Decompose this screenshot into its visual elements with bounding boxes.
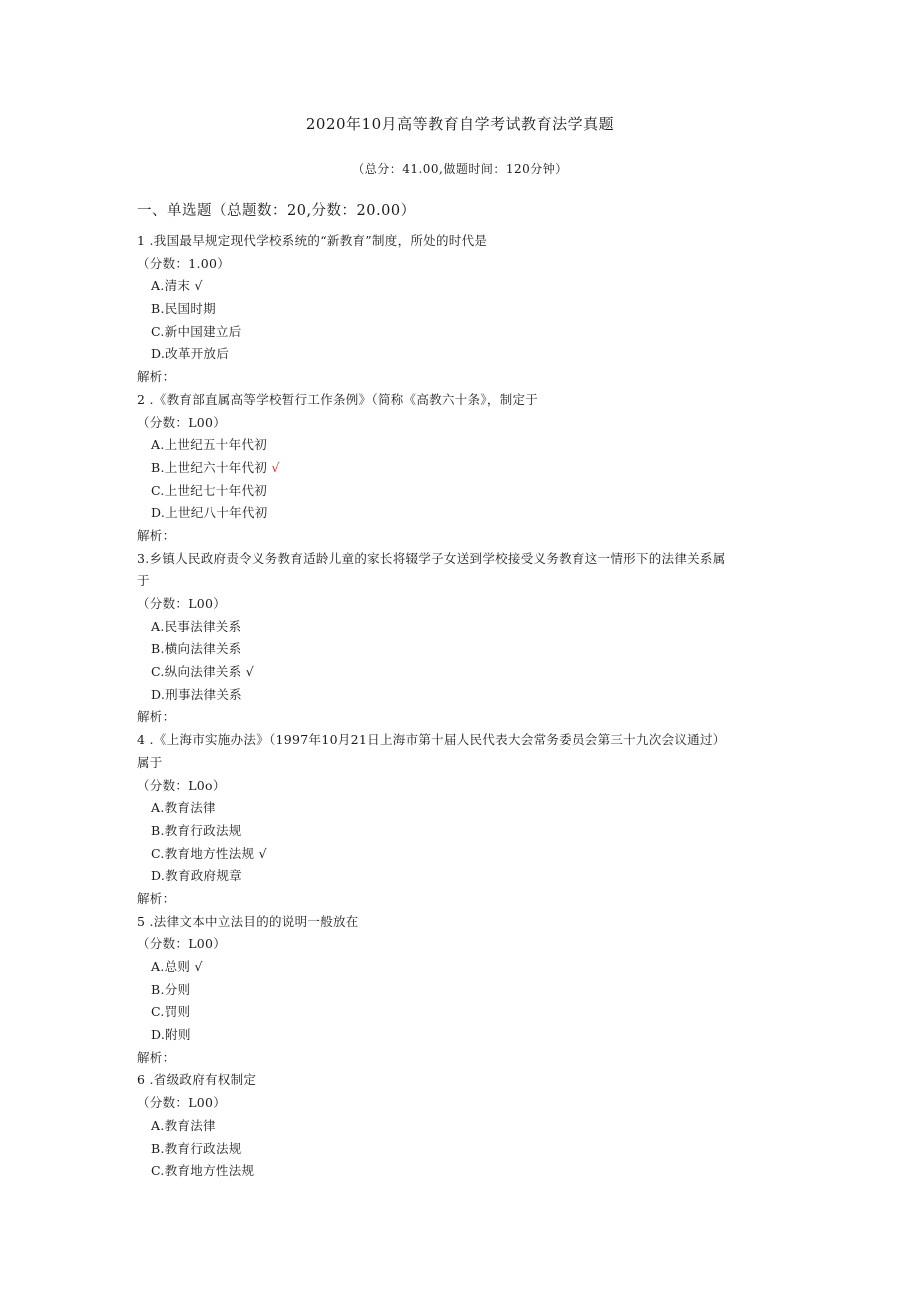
option-text: B.民国时期 — [151, 301, 216, 317]
option-text: D.教育政府规章 — [151, 868, 242, 884]
option-text: B.教育行政法规 — [151, 1140, 242, 1156]
question-list — [137, 230, 797, 1183]
option-text: B.上世纪六十年代初 — [151, 459, 268, 475]
answer-option — [137, 684, 797, 707]
option-text: A.上世纪五十年代初 — [151, 437, 268, 453]
option-text: A.总则 — [151, 959, 191, 974]
option-text: D.附则 — [151, 1027, 191, 1043]
question-block — [137, 911, 797, 1070]
option-text: A.教育法律 — [151, 1117, 216, 1133]
question-score: （分数：L00） — [137, 596, 227, 611]
question-block — [137, 548, 797, 730]
check-icon: √ — [267, 459, 280, 475]
answer-option — [137, 343, 797, 366]
answer-option — [137, 797, 797, 820]
question-stem: 5 .法律文本中立法目的的说明一般放在 — [137, 913, 359, 929]
check-icon: √ — [254, 845, 267, 861]
question-stem: 于 — [137, 573, 150, 589]
question-stem: 1 .我国最早规定现代学校系统的“新教育”制度，所处的时代是 — [137, 233, 488, 248]
answer-option — [137, 1024, 797, 1047]
question-block — [137, 389, 797, 548]
analysis-label: 解析： — [137, 527, 176, 543]
option-text: C.上世纪七十年代初 — [151, 482, 268, 498]
answer-option — [137, 843, 797, 866]
answer-option — [137, 1138, 797, 1161]
question-score: （分数：1.00） — [137, 255, 231, 271]
analysis-label: 解析： — [137, 369, 176, 385]
option-text: A.清末 — [151, 278, 191, 294]
question-block — [137, 729, 797, 911]
question-score: （分数：L00） — [137, 414, 227, 430]
option-text: B.教育行政法规 — [151, 822, 242, 838]
answer-option — [137, 1160, 797, 1183]
question-score: （分数：L00） — [137, 936, 227, 952]
answer-option — [137, 616, 797, 639]
section-title: 一、单选题（总题数：20,分数：20.00） — [137, 203, 416, 219]
answer-option — [137, 1115, 797, 1138]
page-title: 2020年10月高等教育自学考试教育法学真题 — [305, 115, 615, 133]
question-stem: 2 .《教育部直属高等学校暂行工作条例》（简称《高教六十条》，制定于 — [137, 391, 539, 407]
answer-option — [137, 661, 797, 684]
question-score: （分数：L0o） — [137, 777, 226, 793]
option-text: D.上世纪八十年代初 — [151, 505, 268, 521]
option-text: C.教育地方性法规 — [151, 1163, 255, 1179]
option-text: C.纵向法律关系 — [151, 664, 242, 680]
analysis-label: 解析： — [137, 709, 176, 725]
answer-option — [137, 434, 797, 457]
option-text: C.罚则 — [151, 1004, 191, 1020]
answer-option — [137, 457, 797, 480]
answer-option — [137, 1001, 797, 1024]
question-stem: 4 .《上海市实施办法》（1997年10月21日上海市第十届人民代表大会常务委员会第三十九次会议通过） — [137, 732, 726, 748]
check-icon: √ — [241, 664, 255, 680]
answer-option — [137, 638, 797, 661]
check-icon: √ — [190, 959, 203, 974]
answer-option — [137, 298, 797, 321]
analysis-label: 解析： — [137, 890, 176, 906]
option-text: D.改革开放后 — [151, 346, 230, 362]
check-icon: √ — [190, 278, 203, 294]
analysis-label: 解析： — [137, 1049, 176, 1065]
option-text: C.新中国建立后 — [151, 323, 242, 339]
answer-option — [137, 820, 797, 843]
question-stem: 6 .省级政府有权制定 — [137, 1072, 257, 1088]
option-text: A.民事法律关系 — [151, 618, 242, 634]
option-text: C.教育地方性法规 — [151, 845, 255, 861]
answer-option — [137, 979, 797, 1002]
answer-option — [137, 275, 797, 298]
option-text: A.教育法律 — [151, 800, 216, 816]
question-block — [137, 1069, 797, 1182]
option-text: B.分则 — [151, 981, 191, 997]
question-block — [137, 230, 797, 389]
answer-option — [137, 321, 797, 344]
answer-option — [137, 480, 797, 503]
exam-meta: （总分：41.00,做题时间：120分钟） — [352, 162, 568, 176]
question-score: （分数：L00） — [137, 1095, 227, 1111]
question-stem: 3.乡镇人民政府责令义务教育适龄儿童的家长将辍学子女送到学校接受义务教育这一情形下的法律关系属 — [137, 550, 726, 566]
answer-option — [137, 956, 797, 979]
question-stem: 属于 — [137, 754, 163, 770]
answer-option — [137, 865, 797, 888]
answer-option — [137, 502, 797, 525]
option-text: D.刑事法律关系 — [151, 686, 242, 702]
option-text: B.横向法律关系 — [151, 641, 242, 657]
